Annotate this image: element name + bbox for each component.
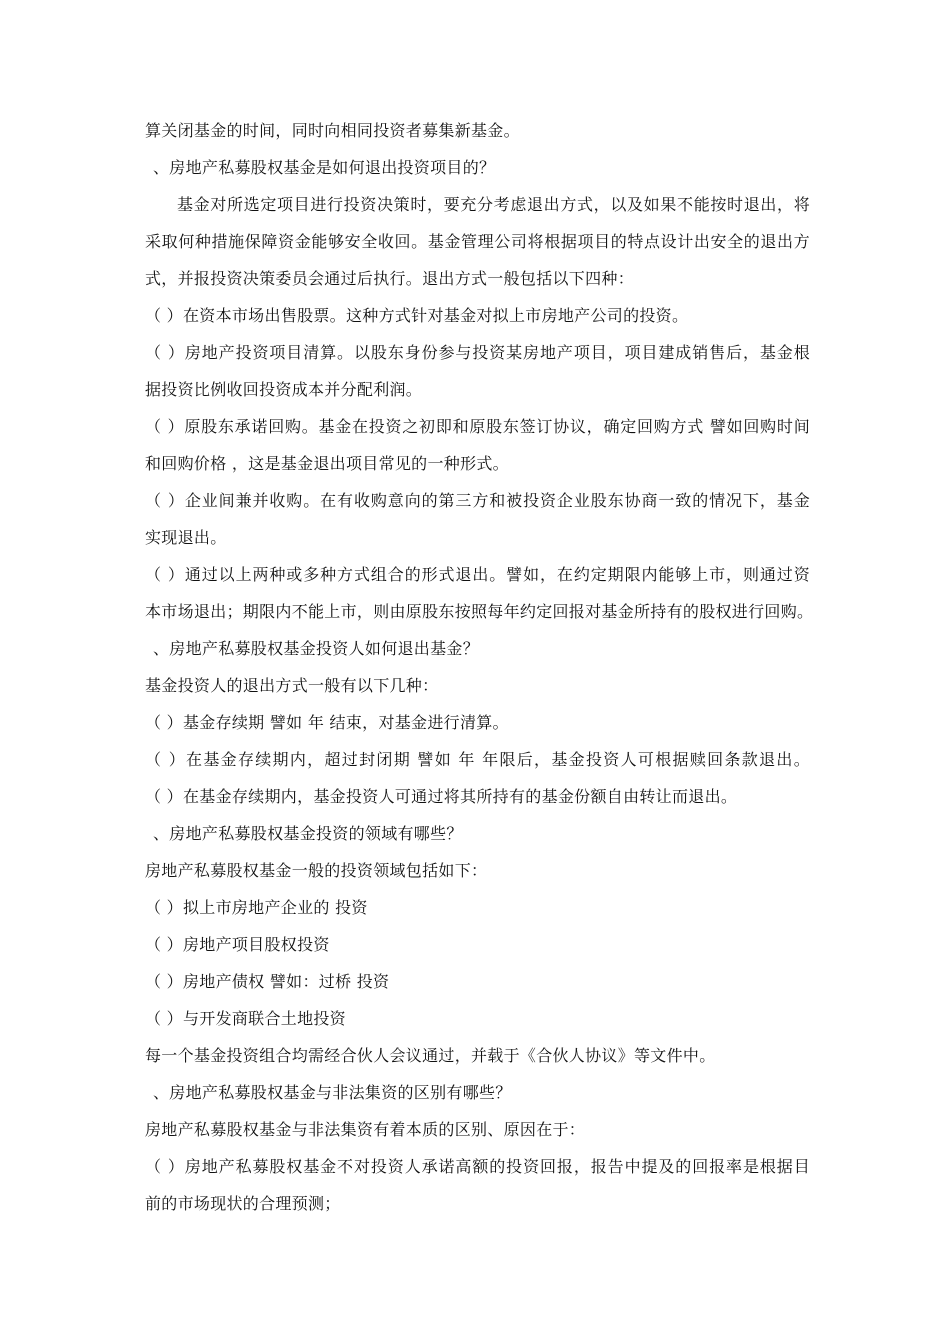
paragraph-line: 算关闭基金的时间，同时向相同投资者募集新基金。 [145, 121, 520, 140]
section-heading: 、房地产私募股权基金与非法集资的区别有哪些？ [153, 1083, 512, 1102]
paragraph-line: （ ）原股东承诺回购。基金在投资之初即和原股东签订协议，确定回购方式 譬如回购时间 [145, 417, 810, 436]
paragraph-line: （ ）通过以上两种或多种方式组合的形式退出。譬如，在约定期限内能够上市，则通过资 [145, 565, 810, 584]
paragraph-line: 每一个基金投资组合均需经合伙人会议通过，并载于《合伙人协议》等文件中。 [145, 1046, 716, 1065]
paragraph-line: （ ）拟上市房地产企业的 投资 [145, 898, 368, 917]
section-heading: 、房地产私募股权基金是如何退出投资项目的？ [153, 158, 496, 177]
paragraph-line: （ ）房地产私募股权基金不对投资人承诺高额的投资回报，报告中提及的回报率是根据目 [145, 1157, 810, 1176]
paragraph-line: （ ）与开发商联合土地投资 [145, 1009, 346, 1028]
section-heading: 、房地产私募股权基金投资的领域有哪些？ [153, 824, 463, 843]
paragraph-line: （ ）房地产投资项目清算。以股东身份参与投资某房地产项目，项目建成销售后，基金根 [145, 343, 810, 362]
paragraph-line: （ ）在基金存续期内，基金投资人可通过将其所持有的基金份额自由转让而退出。 [145, 787, 738, 806]
paragraph-line: 据投资比例收回投资成本并分配利润。 [145, 380, 423, 399]
paragraph-line: 本市场退出；期限内不能上市，则由原股东按照每年约定回报对基金所持有的股权进行回购。 [145, 602, 814, 621]
paragraph-line: （ ）房地产债权 譬如：过桥 投资 [145, 972, 390, 991]
paragraph-line: 基金投资人的退出方式一般有以下几种： [145, 676, 439, 695]
paragraph-line: （ ）在基金存续期内，超过封闭期 譬如 年 年限后，基金投资人可根据赎回条款退出。 [145, 750, 810, 769]
document-body [145, 112, 814, 1222]
paragraph-line: 式，并报投资决策委员会通过后执行。退出方式一般包括以下四种： [145, 269, 635, 288]
paragraph-line: 基金对所选定项目进行投资决策时，要充分考虑退出方式，以及如果不能按时退出，将 [177, 195, 810, 214]
paragraph-line: 采取何种措施保障资金能够安全收回。基金管理公司将根据项目的特点设计出安全的退出方 [145, 232, 810, 251]
paragraph-line: 房地产私募股权基金一般的投资领域包括如下： [145, 861, 488, 880]
paragraph-line: （ ）基金存续期 譬如 年 结束，对基金进行清算。 [145, 713, 509, 732]
paragraph-line: 实现退出。 [145, 528, 227, 547]
paragraph-line: 和回购价格 ，这是基金退出项目常见的一种形式。 [145, 454, 509, 473]
paragraph-line: 房地产私募股权基金与非法集资有着本质的区别、原因在于： [145, 1120, 586, 1139]
paragraph-line: （ ）在资本市场出售股票。这种方式针对基金对拟上市房地产公司的投资。 [145, 306, 689, 325]
paragraph-line: （ ）企业间兼并收购。在有收购意向的第三方和被投资企业股东协商一致的情况下，基金 [145, 491, 810, 510]
section-heading: 、房地产私募股权基金投资人如何退出基金？ [153, 639, 480, 658]
paragraph-line: （ ）房地产项目股权投资 [145, 935, 330, 954]
paragraph-line: 前的市场现状的合理预测； [145, 1194, 341, 1213]
